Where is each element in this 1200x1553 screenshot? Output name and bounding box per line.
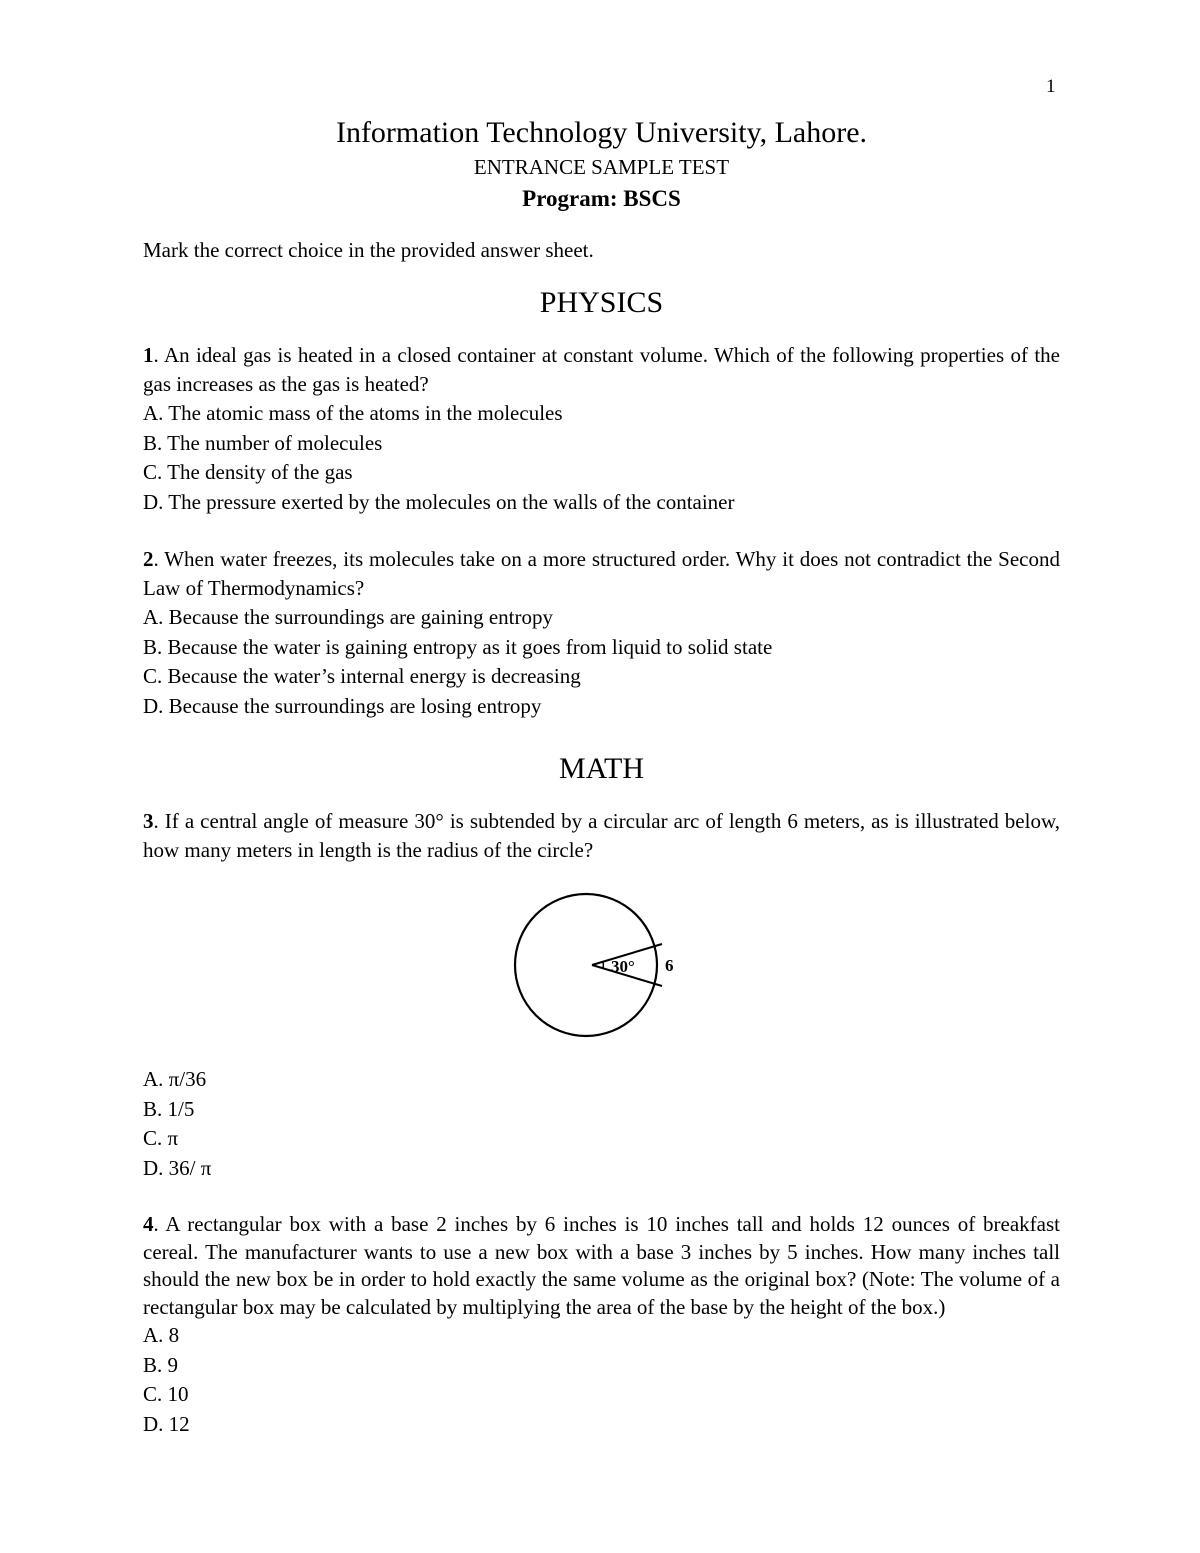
option-a: A. π/36 xyxy=(143,1067,207,1091)
instruction-text: Mark the correct choice in the provided answer sheet. xyxy=(143,238,594,262)
question-number: 1 xyxy=(143,343,154,367)
question-number: 4 xyxy=(143,1212,154,1236)
circle-outline xyxy=(515,894,657,1036)
question-number: 3 xyxy=(143,809,154,833)
page-number: 1 xyxy=(1046,76,1056,97)
question-text xyxy=(143,807,1060,865)
option-list xyxy=(143,1321,1060,1439)
circle-figure xyxy=(143,873,1060,1043)
question-number: 2 xyxy=(143,547,154,571)
question-text xyxy=(143,341,1060,399)
question-text xyxy=(143,545,1060,603)
section-heading-math: MATH xyxy=(558,752,644,785)
question-body: . An ideal gas is heated in a closed container at constant volume. Which of the following properties of the gas increases as the gas is heated? xyxy=(143,343,1060,396)
option-b: B. Because the water is gaining entropy as it goes from liquid to solid state xyxy=(143,634,773,659)
circle-arc-diagram xyxy=(503,873,703,1043)
program-line: Program: BSCS xyxy=(522,186,681,211)
option-c: C. 10 xyxy=(143,1382,189,1406)
section-heading-physics: PHYSICS xyxy=(539,286,664,319)
question-body: . When water freezes, its molecules take on a more structured order. Why it does not contradict the Second Law of Thermodynamics? xyxy=(143,547,1060,600)
option-a: A. Because the surroundings are gaining entropy xyxy=(143,605,553,629)
arc-length-label: 6 xyxy=(665,956,674,975)
option-a: A. 8 xyxy=(143,1323,180,1347)
question-2 xyxy=(143,545,1060,721)
question-body: . If a central angle of measure 30° is subtended by a circular arc of length 6 meters, as is illustrated below, how many meters in length is the radius of the circle? xyxy=(143,809,1060,862)
question-4 xyxy=(143,1211,1060,1439)
option-c: C. π xyxy=(143,1126,179,1150)
option-c: C. The density of the gas xyxy=(143,460,353,484)
question-3 xyxy=(143,807,1060,1183)
option-d: D. 36/ π xyxy=(143,1155,212,1180)
option-d: D. The pressure exerted by the molecules on the walls of the container xyxy=(143,489,735,514)
option-b: B. 1/5 xyxy=(143,1096,195,1121)
document-body xyxy=(143,114,1060,1467)
option-list xyxy=(143,399,1060,517)
option-c: C. Because the water’s internal energy is decreasing xyxy=(143,664,581,688)
option-d: D. Because the surroundings are losing entropy xyxy=(143,693,542,718)
question-1 xyxy=(143,341,1060,517)
option-list xyxy=(143,603,1060,721)
question-text xyxy=(143,1211,1060,1321)
question-body: . A rectangular box with a base 2 inches by 6 inches is 10 inches tall and holds 12 ounces of breakfast cereal. The manufacturer wants to use a new box with a base 3 inches by 5 inches. How many inches tall should the new box be in order to hold exactly the same volume as the original box? (Note: The volume of a rectangular box may be calculated by multiplying the area of the base by the height of the box.) xyxy=(143,1212,1060,1319)
option-b: B. 9 xyxy=(143,1352,179,1377)
option-a: A. The atomic mass of the atoms in the molecules xyxy=(143,401,563,425)
test-title: ENTRANCE SAMPLE TEST xyxy=(473,155,730,179)
university-title: Information Technology University, Lahore. xyxy=(335,116,868,149)
option-list xyxy=(143,1065,1060,1183)
angle-label: 30° xyxy=(611,957,635,976)
option-b: B. The number of molecules xyxy=(143,430,383,455)
option-d: D. 12 xyxy=(143,1411,190,1436)
